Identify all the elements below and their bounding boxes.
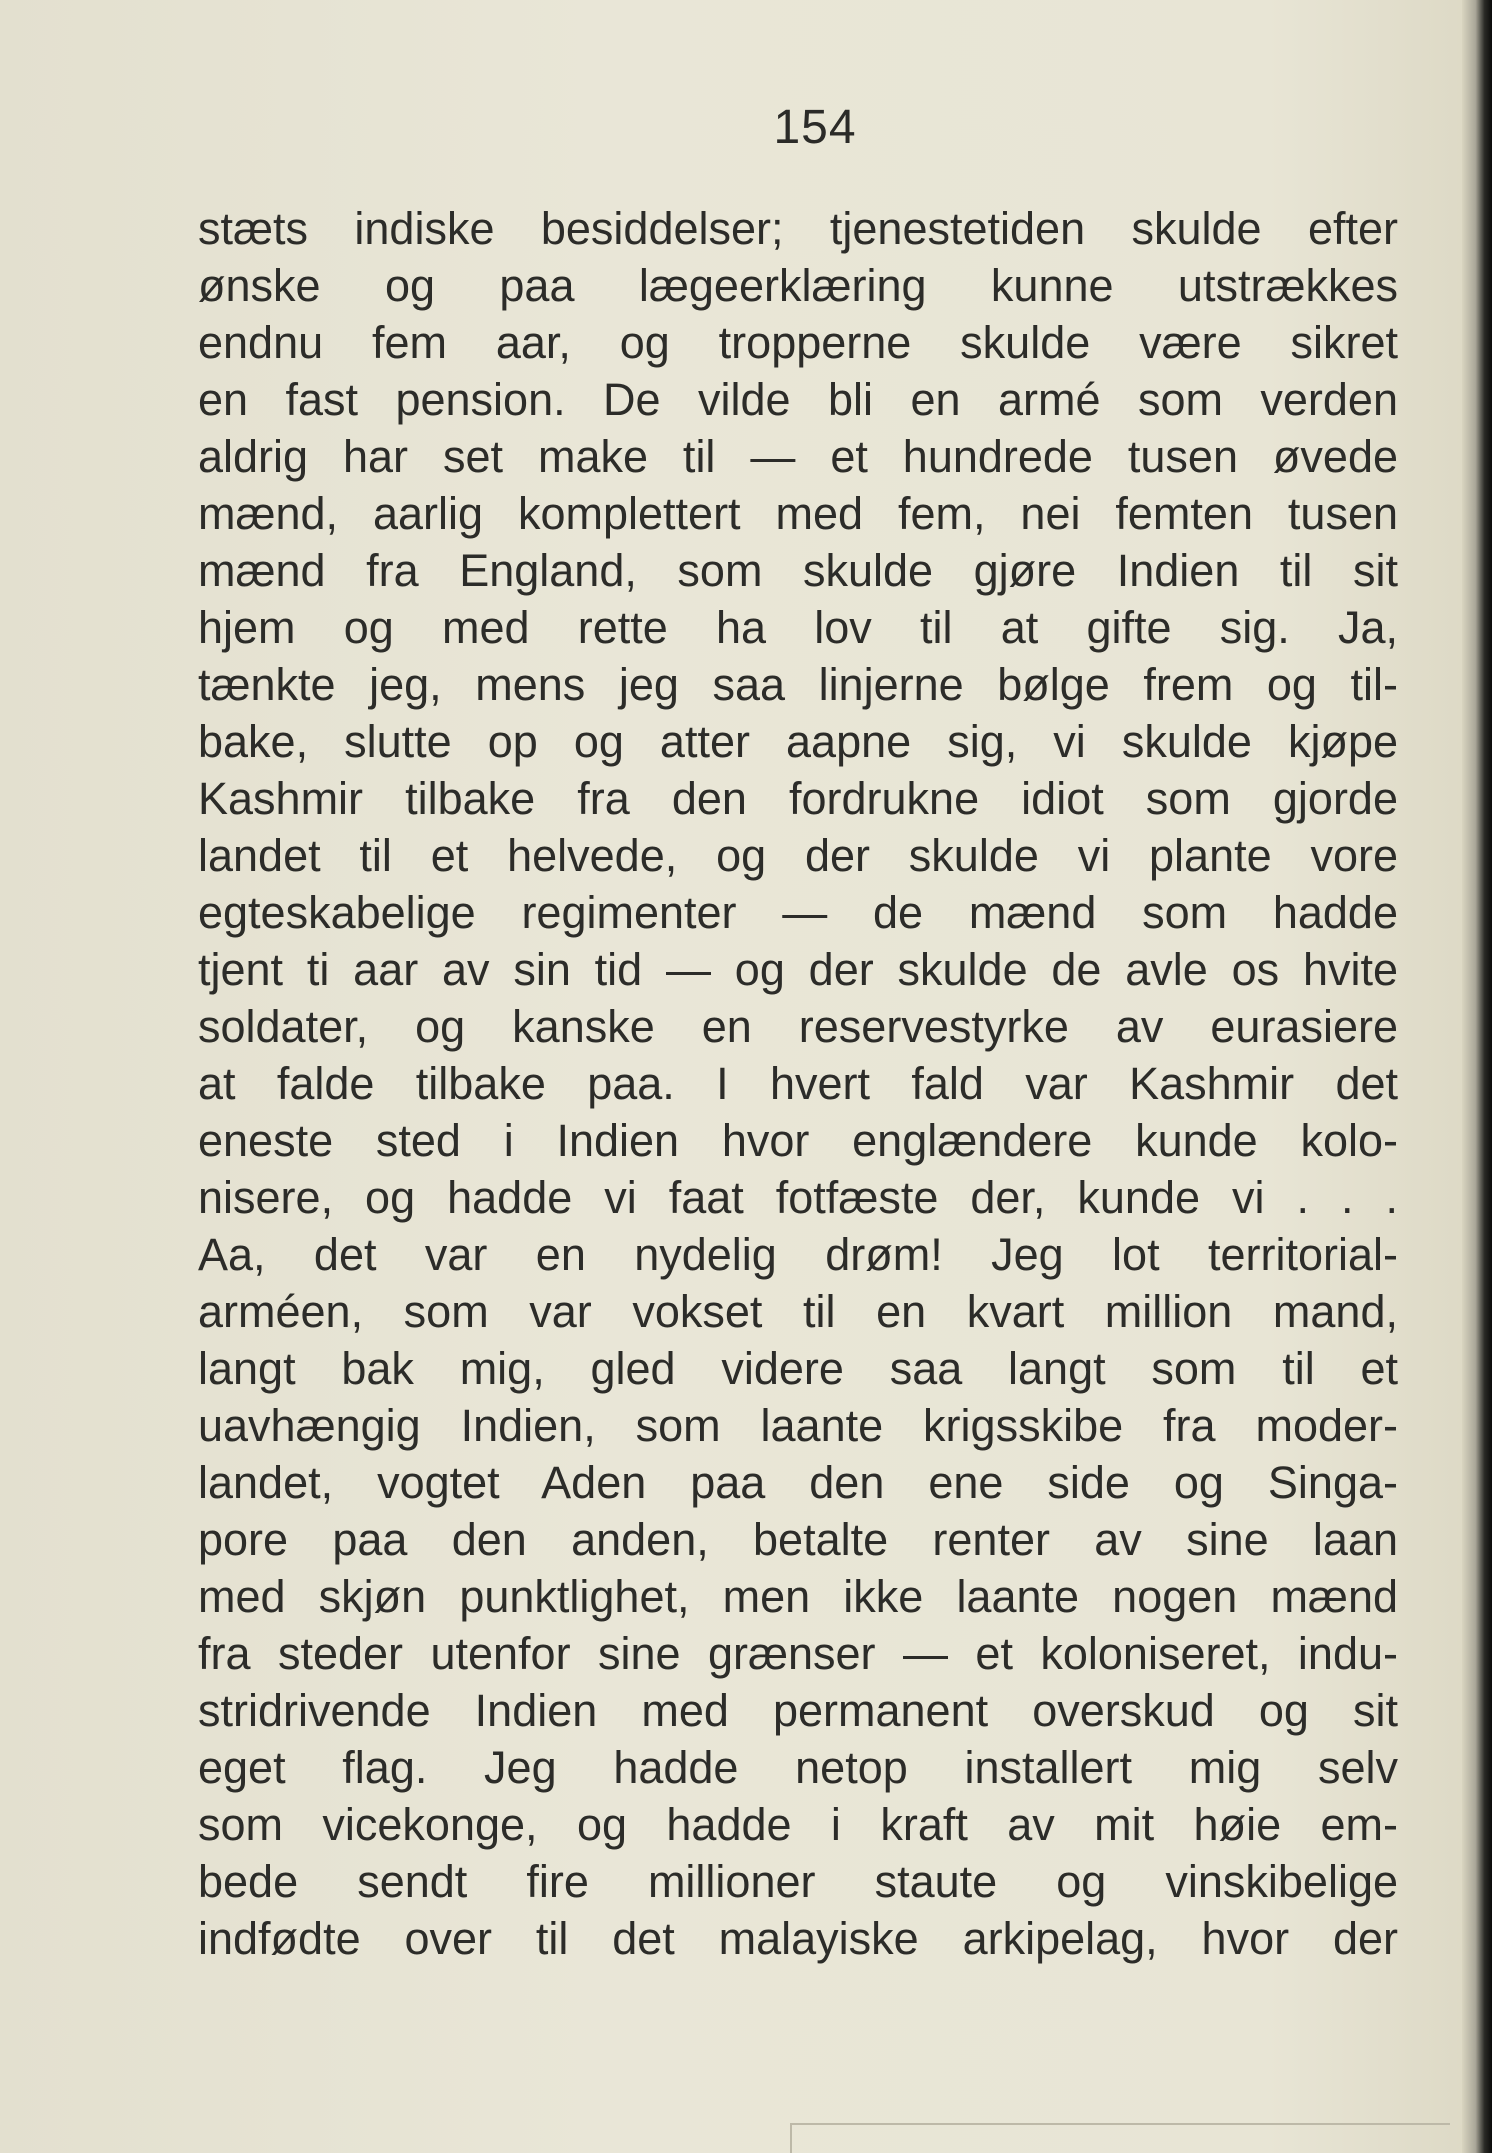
bottom-tick — [790, 2123, 792, 2153]
text-line: endnu fem aar, og tropperne skulde være sikret — [198, 317, 1398, 368]
text-line: med skjøn punktlighet, men ikke laante nogen mænd — [198, 1571, 1398, 1622]
text-line: mænd, aarlig komplettert med fem, nei femten tusen — [198, 488, 1398, 539]
bottom-rule — [790, 2123, 1450, 2125]
text-line: fra steder utenfor sine grænser — et koloniseret, indu- — [198, 1628, 1398, 1679]
text-line: uavhængig Indien, som laante krigsskibe fra moder- — [198, 1400, 1398, 1451]
text-line: soldater, og kanske en reservestyrke av eurasiere — [198, 1001, 1398, 1052]
text-line: egteskabelige regimenter — de mænd som hadde — [198, 887, 1398, 938]
text-line: landet, vogtet Aden paa den ene side og Singa- — [198, 1457, 1398, 1508]
page-number: 154 — [773, 101, 857, 154]
text-line: hjem og med rette ha lov til at gifte sig. Ja, — [198, 602, 1398, 653]
text-line: som vicekonge, og hadde i kraft av mit høie em- — [198, 1799, 1398, 1850]
text-line: bake, slutte op og atter aapne sig, vi skulde kjøpe — [198, 716, 1398, 767]
text-line: bede sendt fire millioner staute og vinskibelige — [198, 1856, 1398, 1907]
text-line: mænd fra England, som skulde gjøre Indien til sit — [198, 545, 1398, 596]
text-line: Kashmir tilbake fra den fordrukne idiot som gjorde — [198, 773, 1398, 824]
body-text — [198, 200, 1398, 1967]
text-line: tænkte jeg, mens jeg saa linjerne bølge frem og til- — [198, 659, 1398, 710]
text-line: nisere, og hadde vi faat fotfæste der, kunde vi . . . — [198, 1172, 1398, 1223]
text-line: stridrivende Indien med permanent overskud og sit — [198, 1685, 1398, 1736]
text-line: aldrig har set make til — et hundrede tusen øvede — [198, 431, 1398, 482]
text-line: stæts indiske besiddelser; tjenestetiden skulde efter — [198, 203, 1398, 254]
page-edge-shadow — [1462, 0, 1492, 2153]
text-line: eneste sted i Indien hvor englændere kunde kolo- — [198, 1115, 1398, 1166]
text-line: pore paa den anden, betalte renter av sine laan — [198, 1514, 1398, 1565]
text-line: en fast pension. De vilde bli en armé som verden — [198, 374, 1398, 425]
text-line: indfødte over til det malayiske arkipelag, hvor der — [198, 1913, 1398, 1964]
text-line: at falde tilbake paa. I hvert fald var Kashmir det — [198, 1058, 1398, 1109]
text-line: langt bak mig, gled videre saa langt som til et — [198, 1343, 1398, 1394]
text-line: Aa, det var en nydelig drøm! Jeg lot territorial- — [198, 1229, 1398, 1280]
text-line: tjent ti aar av sin tid — og der skulde de avle os hvite — [198, 944, 1398, 995]
text-line: arméen, som var vokset til en kvart million mand, — [198, 1286, 1398, 1337]
text-line: landet til et helvede, og der skulde vi plante vore — [198, 830, 1398, 881]
text-line: eget flag. Jeg hadde netop installert mig selv — [198, 1742, 1398, 1793]
text-line: ønske og paa lægeerklæring kunne utstrækkes — [198, 260, 1398, 311]
